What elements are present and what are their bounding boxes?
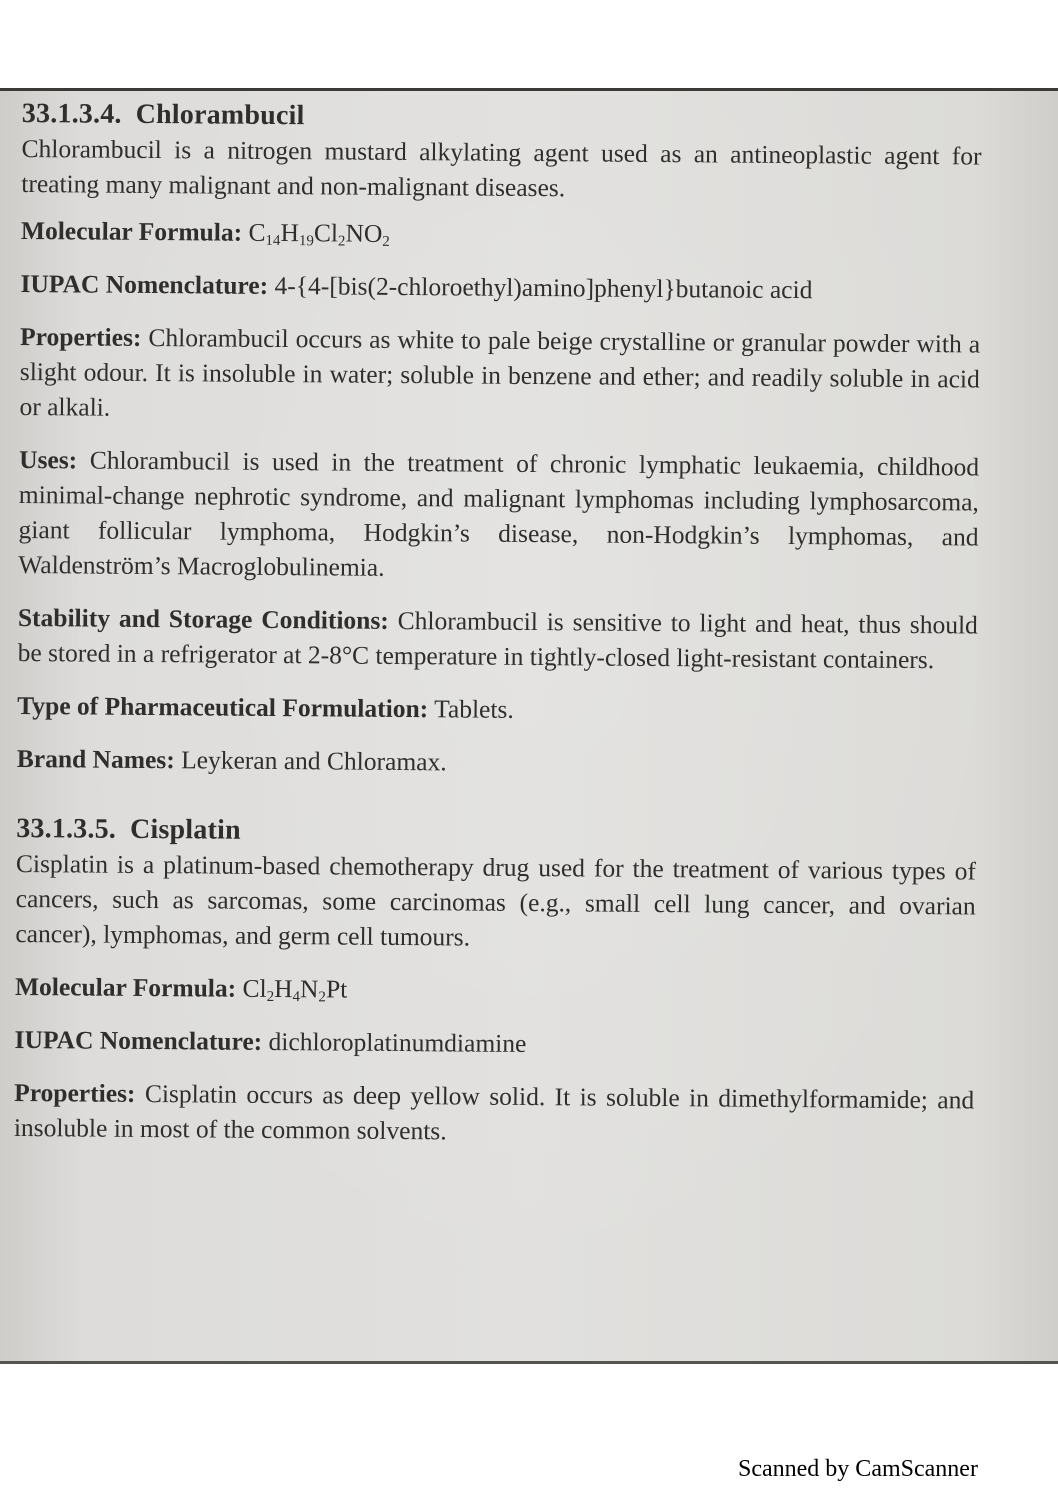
stability-label: Stability and Storage Conditions:: [17, 602, 389, 635]
formulation-value: Tablets.: [434, 694, 514, 724]
page-content: [14, 97, 982, 1153]
section-number: 33.1.3.4.: [21, 97, 122, 130]
intro-paragraph: Cisplatin is a platinum-based chemotherapy drug used for the treatment of various types of cancers, such as sarcomas, some carcinomas (e.g., small cell lung cancer, and ovarian cancer), lymphomas, and germ cell tumours.: [15, 848, 977, 952]
iupac-label: IUPAC Nomenclature:: [14, 1024, 263, 1056]
stability-paragraph: [17, 600, 978, 678]
iupac-label: IUPAC Nomenclature:: [20, 268, 269, 300]
uses-paragraph: [18, 442, 979, 590]
properties-paragraph: [19, 319, 980, 432]
intro-paragraph: Chlorambucil is a nitrogen mustard alkylating agent used as an antineoplastic agent for treating many malignant and non-malignant diseases.: [21, 133, 982, 203]
brand-names-label: Brand Names:: [16, 743, 175, 775]
uses-label: Uses:: [19, 444, 78, 475]
iupac-value: 4-{4-[bis(2-chloroethyl)amino]phenyl}butanoic acid: [274, 270, 813, 305]
iupac-value: dichloroplatinumdiamine: [268, 1026, 527, 1058]
properties-label: Properties:: [20, 321, 142, 352]
properties-text: Chlorambucil occurs as white to pale beige crystalline or granular powder with a slight odour. It is insoluble in water; soluble in benzene and ether; and readily soluble in acid or alkali.: [19, 323, 981, 422]
molecular-formula-label: Molecular Formula:: [14, 971, 237, 1003]
molecular-formula-label: Molecular Formula:: [20, 215, 243, 247]
brand-names-value: Leykeran and Chloramax.: [181, 745, 447, 777]
section-title: Chlorambucil: [135, 98, 305, 132]
camscanner-watermark: Scanned by CamScanner: [738, 1456, 978, 1482]
properties-label: Properties:: [14, 1077, 136, 1108]
molecular-formula-value: $C_{14}H_{19}Cl_2NO_2$: [248, 217, 390, 250]
stability-text: Chlorambucil is sensitive to light and heat, thus should be stored in a refrigerator at 2-8°C temperature in tightly-closed light-resistant containers.: [17, 605, 978, 675]
scanned-page-photo: [0, 88, 1058, 1364]
molecular-formula-value: $Cl_2H_4N_2Pt$: [242, 973, 348, 1006]
formulation-label: Type of Pharmaceutical Formulation:: [17, 690, 429, 724]
section-title: Cisplatin: [129, 813, 241, 846]
section-number: 33.1.3.5.: [16, 812, 117, 845]
properties-paragraph: [14, 1075, 975, 1153]
properties-text: Cisplatin occurs as deep yellow solid. It is soluble in dimethylformamide; and insoluble in most of the common solvents.: [13, 1078, 975, 1146]
uses-text: Chlorambucil is used in the treatment of chronic lymphatic leukaemia, childhood minimal-change nephrotic syndrome, and malignant lymphomas including lymphosarcoma, giant follicular lymphoma, Hodgkin’s disease, non-Hodgkin’s lymphomas, and Waldenström’s Macroglobulinemia.: [18, 445, 980, 582]
